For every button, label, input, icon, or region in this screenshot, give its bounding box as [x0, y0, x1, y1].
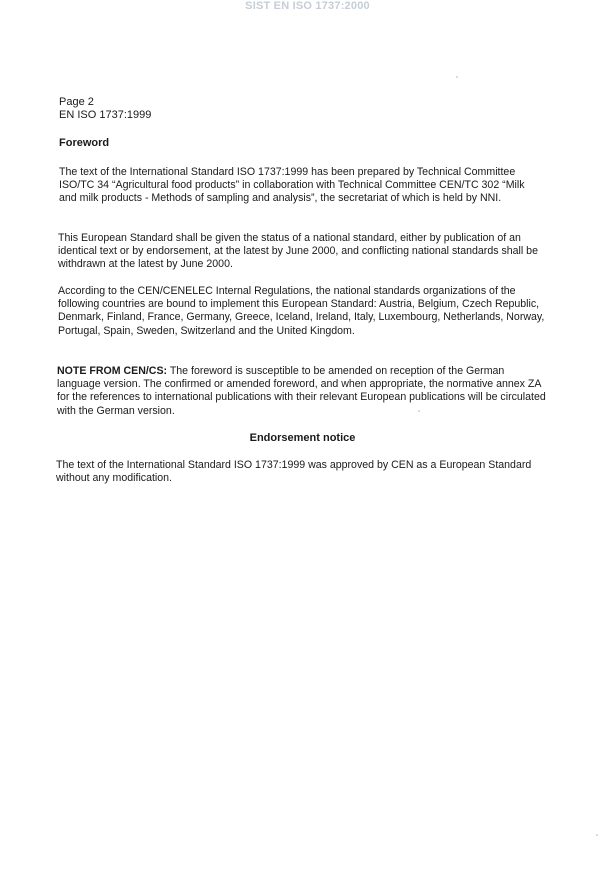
watermark-text: SIST EN ISO 1737:2000 [245, 0, 370, 12]
scan-speck [596, 834, 598, 836]
note-text: The foreword is susceptible to be amended on reception of the German language version. The confirmed or amended foreword, and when appropriate, the normative annex ZA for the references to international publications with their relevant European publications will be circulated with the German version. [57, 365, 546, 417]
foreword-paragraph-3: According to the CEN/CENELEC Internal Regulations, the national standards organizations of the following countries are bound to implement this European Standard: Austria, Belgium, Czech Republic, Denmark, Finland, France, Germany, Greece, Iceland, Ireland, Italy, Luxembourg, Netherlands, Norway, Portugal, Spain, Sweden, Switzerland and the United Kingdom. [58, 285, 545, 337]
scan-speck [418, 410, 420, 412]
endorsement-text: The text of the International Standard ISO 1737:1999 was approved by CEN as a European Standard without any modification. [56, 459, 532, 485]
foreword-heading: Foreword [59, 137, 110, 149]
foreword-paragraph-2: This European Standard shall be given the status of a national standard, either by publication of an identical text or by endorsement, at the latest by June 2000, and conflicting national standards shall be withdrawn at the latest by June 2000. [58, 232, 538, 271]
scan-speck [456, 76, 458, 78]
foreword-paragraph-1: The text of the International Standard ISO 1737:1999 has been prepared by Technical Committee ISO/TC 34 “Agricultural food products” in collaboration with Technical Committee CEN/TC 302 “Milk and milk products - Methods of sampling and analysis”, the secretariat of which is held by NNI. [59, 166, 525, 205]
endorsement-heading: Endorsement notice [249, 432, 356, 444]
page-number: Page 2 [59, 96, 94, 108]
foreword-note [57, 365, 549, 418]
note-label: NOTE FROM CEN/CS: [57, 365, 168, 377]
standard-number: EN ISO 1737:1999 [59, 109, 152, 121]
page-header [59, 96, 151, 122]
